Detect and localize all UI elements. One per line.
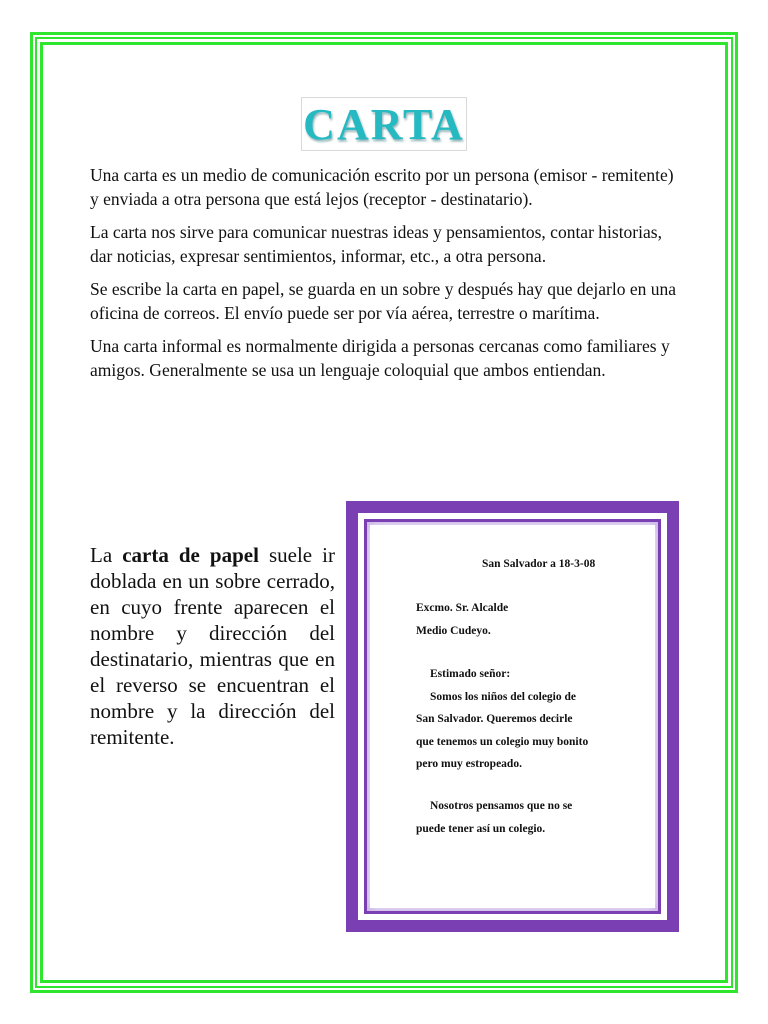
page-title: CARTA bbox=[303, 99, 465, 149]
side-rest: suele ir doblada en un sobre cerrado, en cuyo frente aparecen el nombre y dirección del destinatario, mientras que en el reverso se encuentran el nombre y la dirección del remitente. bbox=[90, 543, 336, 749]
letter-body-line-6: puede tener así un colegio. bbox=[416, 823, 546, 835]
intro-paragraph-2: La carta nos sirve para comunicar nuestras ideas y pensamientos, contar historias, dar noticias, expresar sentimientos, informar, etc., a otra persona. bbox=[90, 222, 662, 266]
letter-body-line-4: pero muy estropeado. bbox=[416, 758, 522, 770]
letter-image bbox=[346, 501, 679, 932]
letter-body-line-3: que tenemos un colegio muy bonito bbox=[416, 736, 589, 748]
letter-address-1: Excmo. Sr. Alcalde bbox=[416, 602, 509, 614]
letter-greeting: Estimado señor: bbox=[430, 668, 511, 680]
letter-body-line-2: San Salvador. Queremos decirle bbox=[416, 713, 573, 725]
letter-date: San Salvador a 18-3-08 bbox=[482, 558, 596, 570]
letter-address-2: Medio Cudeyo. bbox=[416, 625, 491, 637]
letter-paper bbox=[370, 525, 655, 908]
intro-paragraph-3: Se escribe la carta en papel, se guarda en un sobre y después hay que dejarlo en una oficina de correos. El envío puede ser por vía aérea, terrestre o marítima. bbox=[90, 279, 677, 323]
title-box bbox=[301, 97, 467, 151]
side-bold-term: carta de papel bbox=[122, 543, 259, 567]
paper-letter-description bbox=[90, 542, 335, 750]
side-lead: La bbox=[90, 543, 113, 567]
intro-paragraph-4: Una carta informal es normalmente dirigida a personas cercanas como familiares y amigos. Generalmente se usa un lenguaje coloquial que ambos entiendan. bbox=[90, 336, 670, 380]
letter-body-line-5: Nosotros pensamos que no se bbox=[430, 800, 573, 812]
letter-body-line-1: Somos los niños del colegio de bbox=[430, 691, 577, 703]
intro-paragraph-1: Una carta es un medio de comunicación escrito por un persona (emisor - remitente) y enviada a otra persona que está lejos (receptor - destinatario). bbox=[90, 165, 674, 209]
intro-text bbox=[90, 164, 680, 392]
